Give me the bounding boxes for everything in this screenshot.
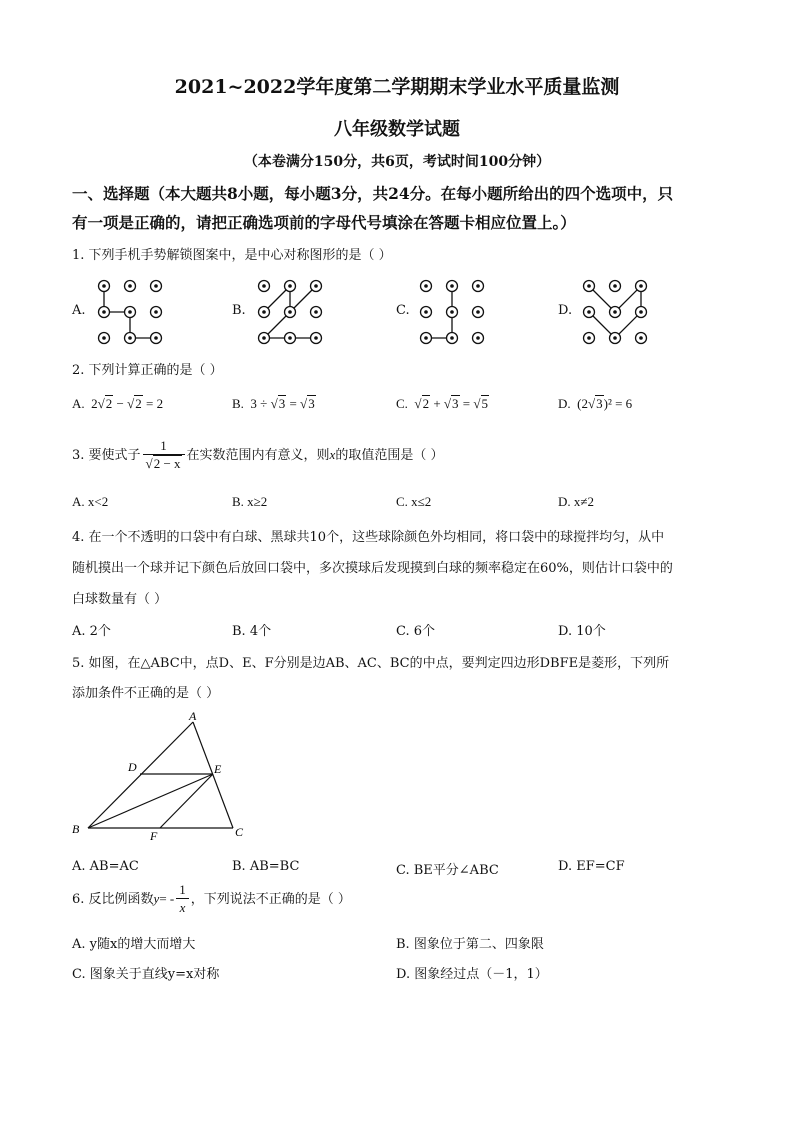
pattern-dot-center <box>314 310 318 314</box>
q4-option-b: B. 4个 <box>232 624 272 639</box>
q5-option-d: D. EF=CF <box>558 859 625 874</box>
pattern-dot-center <box>613 336 617 340</box>
q4-option-c: C. 6个 <box>396 624 436 639</box>
q1-pattern-a <box>92 274 172 350</box>
pattern-dot-center <box>450 284 454 288</box>
pattern-dot-center <box>314 336 318 340</box>
q6-option-d: D. 图象经过点（－1，1） <box>396 967 548 982</box>
q3-option-b: B. x≥2 <box>232 494 268 509</box>
label-e: E <box>214 762 222 776</box>
q5-triangle-figure <box>68 706 258 842</box>
q1-d-dots <box>584 281 647 344</box>
q3-option-d: D. x≠2 <box>558 494 595 509</box>
pattern-dot-center <box>587 336 591 340</box>
q4-line1: 4. 在一个不透明的口袋中有白球、黑球共10个，这些球除颜色外均相同，将口袋中的球搅拌均匀，从中 <box>72 530 665 545</box>
edge-ab <box>88 722 193 828</box>
pattern-dot-center <box>262 310 266 314</box>
pattern-dot-center <box>102 310 106 314</box>
label-f: F <box>150 829 158 842</box>
pattern-dot-center <box>154 284 158 288</box>
q2-option-a: A. 2√2 − √2 = 2 <box>72 396 164 411</box>
q6-option-b: B. 图象位于第二、四象限 <box>396 937 544 952</box>
pattern-dot-center <box>476 310 480 314</box>
q5-line2: 添加条件不正确的是（ ） <box>72 686 220 701</box>
q6-stem: 6. 反比例函数y= - $\frac{1}{x}$ ，下列说法不正确的是（ ） <box>72 882 351 915</box>
pattern-dot-center <box>128 310 132 314</box>
pattern-dot-center <box>587 284 591 288</box>
q3-option-c: C. x≤2 <box>396 494 432 509</box>
q1-pattern-c <box>414 274 494 350</box>
pattern-dot-center <box>288 310 292 314</box>
edge-ac <box>193 722 233 828</box>
section-heading-line2: 有一项是正确的，请把正确选项前的字母代号填涂在答题卡相应位置上。） <box>72 213 576 232</box>
pattern-dot-center <box>639 336 643 340</box>
q2-option-d: D. (2√3)² = 6 <box>558 396 633 411</box>
q2-stem: 2. 下列计算正确的是（ ） <box>72 363 223 378</box>
q1-b-dots <box>259 281 322 344</box>
q4-line3: 白球数量有（ ） <box>72 592 168 607</box>
exam-note: （本卷满分150分，共6页，考试时间100分钟） <box>243 154 551 170</box>
label-a: A <box>189 709 197 723</box>
pattern-dot-center <box>128 284 132 288</box>
pattern-dot-center <box>424 336 428 340</box>
q3-fraction: $\frac{1}{√2 - x}$ <box>143 438 185 473</box>
q6-option-c: C. 图象关于直线y=x对称 <box>72 967 220 982</box>
q6-fraction: $\frac{1}{x}$ <box>176 882 189 917</box>
q3-stem: 3. 要使式子 $\frac{1}{√2 - x}$ 在实数范围内有意义，则x的取值范围是（ ） <box>72 438 444 471</box>
q5-option-c: C. BE平分∠ABC <box>396 863 499 878</box>
pattern-dot-center <box>154 310 158 314</box>
q1-pattern-b <box>252 274 332 350</box>
pattern-dot-center <box>424 310 428 314</box>
pattern-dot-center <box>476 336 480 340</box>
pattern-dot-center <box>450 336 454 340</box>
pattern-dot-center <box>262 336 266 340</box>
pattern-dot-center <box>613 284 617 288</box>
segment-be <box>88 774 213 828</box>
q5-option-b: B. AB=BC <box>232 859 300 874</box>
q2-option-b: B. 3 ÷ √3 = √3 <box>232 396 315 411</box>
pattern-dot-center <box>476 284 480 288</box>
q1-label-d: D. <box>558 303 573 318</box>
pattern-dot-center <box>102 284 106 288</box>
exam-title: 2021~2022学年度第二学期期末学业水平质量监测 <box>174 76 620 98</box>
q1-label-b: B. <box>232 303 246 318</box>
q4-option-a: A. 2个 <box>72 624 111 639</box>
pattern-dot-center <box>613 310 617 314</box>
q6-option-a: A. y随x的增大而增大 <box>72 937 196 952</box>
q1-a-dots <box>99 281 162 344</box>
label-c: C <box>235 825 244 839</box>
pattern-dot-center <box>639 310 643 314</box>
q1-c-dots <box>421 281 484 344</box>
q1-label-a: A. <box>72 303 86 318</box>
q5-line1: 5. 如图，在△ABC中，点D、E、F分别是边AB、AC、BC的中点，要判定四边形DBFE是菱形，下列所 <box>72 656 670 671</box>
segment-ef <box>160 774 213 828</box>
pattern-dot-center <box>314 284 318 288</box>
pattern-dot-center <box>639 284 643 288</box>
pattern-dot-center <box>102 336 106 340</box>
section-heading-line1: 一、选择题（本大题共8小题，每小题3分，共24分。在每小题所给出的四个选项中，只 <box>72 184 674 203</box>
label-d: D <box>128 760 137 774</box>
pattern-dot-center <box>128 336 132 340</box>
pattern-dot-center <box>424 284 428 288</box>
pattern-dot-center <box>262 284 266 288</box>
q4-line2: 随机摸出一个球并记下颜色后放回口袋中，多次摸球后发现摸到白球的频率稳定在60%，则估计口袋中的 <box>72 561 673 576</box>
q1-label-c: C. <box>396 303 410 318</box>
exam-subtitle: 八年级数学试题 <box>334 119 460 140</box>
q1-stem: 1. 下列手机手势解锁图案中，是中心对称图形的是（ ） <box>72 248 392 263</box>
q5-option-a: A. AB=AC <box>72 859 139 874</box>
pattern-dot-center <box>154 336 158 340</box>
label-b: B <box>72 822 80 836</box>
q1-pattern-d <box>577 274 657 350</box>
pattern-dot-center <box>288 284 292 288</box>
pattern-dot-center <box>450 310 454 314</box>
pattern-dot-center <box>288 336 292 340</box>
q2-option-c: C. √2 + √3 = √5 <box>396 396 489 411</box>
q4-option-d: D. 10个 <box>558 624 606 639</box>
q3-option-a: A. x<2 <box>72 494 109 509</box>
pattern-dot-center <box>587 310 591 314</box>
